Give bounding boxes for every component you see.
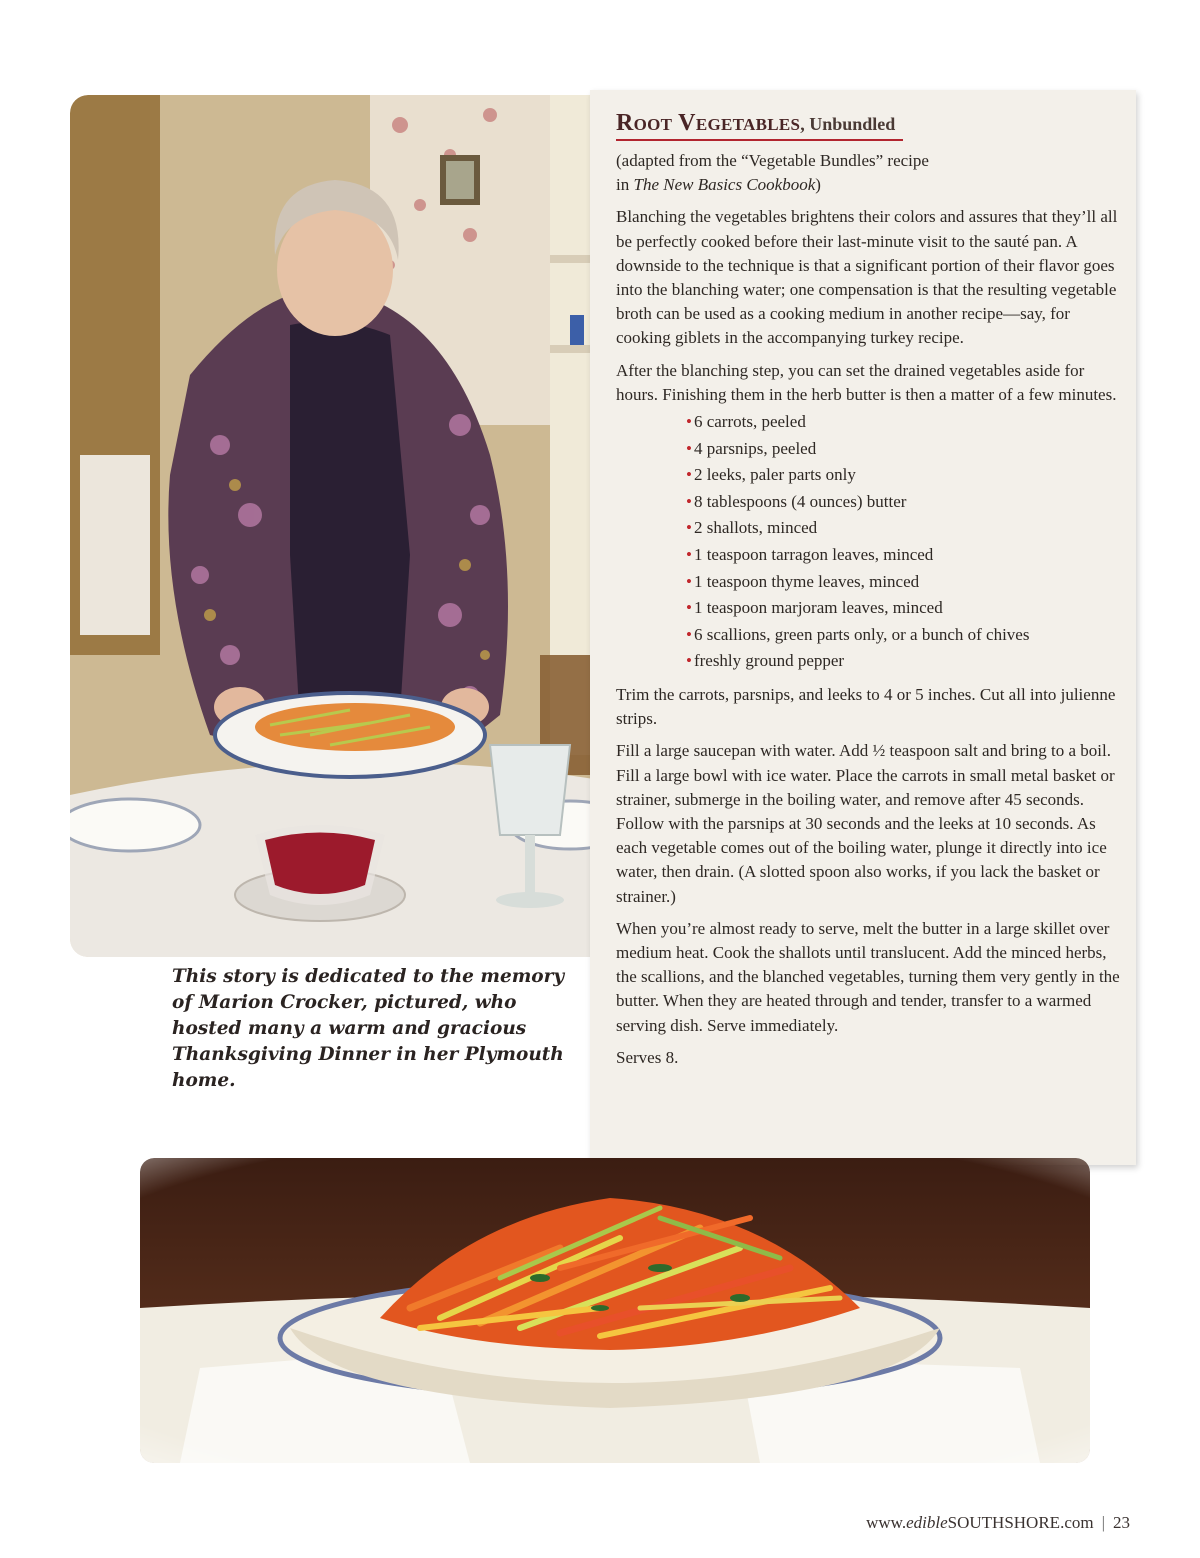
- recipe-step-trim: Trim the carrots, parsnips, and leeks to 4 or 5 inches. Cut all into julienne strips.: [616, 684, 1116, 729]
- recipe-step-blanch: Fill a large saucepan with water. Add ½ teaspoon salt and bring to a boil. Fill a large bowl with ice water. Place the carrots in small metal basket or strainer, submerge in the boiling water, and remove after 45 seconds. Follow with the parsnips at 30 seconds and the leeks at 10 seconds. As each vegetable comes out of the boiling water, plunge it directly into ice water, then drain. (A slotted spoon also works, if you lack the basket or strainer.): [616, 741, 1115, 906]
- recipe-blanching-note: After the blanching step, you can set the drained vegetables aside for hours. Finishing them in the herb butter is then a matter of a few minutes.: [616, 360, 1117, 404]
- footer-url-brand: SOUTHSHORE: [947, 1513, 1061, 1532]
- footer-separator: |: [1101, 1513, 1105, 1532]
- ingredient-item: [686, 622, 1122, 649]
- ingredient-item: [686, 409, 1122, 436]
- recipe-source-line-1: (adapted from the “Vegetable Bundles” recipe: [616, 151, 929, 170]
- recipe-step-finish: When you’re almost ready to serve, melt the butter in a large skillet over medium heat. Cook the shallots until translucent. Add the minced herbs, the scallions, and the blanched vegetables, turning them very gently in the butter. When they are heated through and tender, transfer to a warmed serving dish. Serve immediately.: [616, 918, 1120, 1035]
- page-number: 23: [1113, 1513, 1130, 1532]
- recipe-serves: Serves 8.: [616, 1047, 679, 1067]
- recipe-source-book: The New Basics Cookbook: [633, 175, 816, 195]
- bullet-icon: •: [686, 412, 692, 432]
- ingredient-text: 6 carrots, peeled: [693, 412, 806, 432]
- ingredient-list: [686, 409, 1122, 675]
- ingredient-text: 2 shallots, minced: [693, 518, 818, 538]
- ingredient-text: 1 teaspoon tarragon leaves, minced: [693, 545, 934, 564]
- recipe-title-main: Root Vegetables: [616, 110, 801, 136]
- ingredient-text: 4 parsnips, peeled: [693, 438, 817, 458]
- footer-url-prefix: www.: [866, 1513, 907, 1532]
- ingredient-text: freshly ground pepper: [693, 651, 845, 671]
- bullet-icon: •: [686, 571, 692, 591]
- footer-url-italic: edible: [906, 1513, 948, 1532]
- page-footer: [866, 1513, 1130, 1533]
- hostess-photo: [70, 95, 630, 957]
- recipe-source-close: ): [815, 175, 821, 195]
- vegetable-dish-photo: [140, 1158, 1090, 1463]
- photo-caption: This story is dedicated to the memory of Marion Crocker, pictured, who hosted many a warm and gracious Thanksgiving Dinner in her Plymouth home.: [172, 966, 565, 1091]
- vegetable-dish-illustration: [140, 1158, 1090, 1463]
- ingredient-item: [686, 489, 1122, 516]
- ingredient-item: [686, 515, 1122, 542]
- recipe-title: [616, 110, 903, 141]
- recipe-intro-paragraph: Blanching the vegetables brightens their colors and assures that they’ll all be perfectly cooked before their last-minute visit to the sauté pan. A downside to the technique is that a significant portion of their flavor goes into the blanching water; one compensation is that the resulting vegetable broth can be used as a cooking medium in another recipe—say, for cooking giblets in the accompanying turkey recipe.: [616, 207, 1118, 348]
- hostess-photo-illustration: [70, 95, 630, 957]
- ingredient-item: [686, 595, 1122, 622]
- bullet-icon: •: [686, 598, 692, 618]
- bullet-icon: •: [686, 491, 692, 511]
- recipe-source-line-2: [616, 173, 1122, 197]
- ingredient-text: 8 tablespoons (4 ounces) butter: [693, 491, 907, 511]
- ingredient-item: [686, 542, 1122, 569]
- ingredient-text: 2 leeks, paler parts only: [693, 465, 856, 485]
- ingredient-item: [686, 436, 1122, 463]
- bullet-icon: •: [686, 438, 692, 458]
- recipe-source-note: [616, 149, 1122, 197]
- ingredient-text: 1 teaspoon thyme leaves, minced: [693, 571, 920, 591]
- ingredient-item: [686, 569, 1122, 596]
- bullet-icon: •: [686, 651, 692, 671]
- bullet-icon: •: [686, 518, 692, 538]
- ingredient-text: 1 teaspoon marjoram leaves, minced: [693, 598, 943, 618]
- ingredient-item: [686, 648, 1122, 675]
- ingredient-item: [686, 462, 1122, 489]
- recipe-panel: [590, 90, 1136, 1165]
- recipe-title-subtitle: , Unbundled: [800, 114, 896, 134]
- recipe-source-in: in: [616, 175, 634, 195]
- bullet-icon: •: [686, 545, 692, 564]
- bullet-icon: •: [686, 624, 692, 644]
- footer-url[interactable]: [866, 1513, 1093, 1532]
- ingredient-text: 6 scallions, green parts only, or a bunch of chives: [693, 624, 1030, 644]
- bullet-icon: •: [686, 465, 692, 485]
- footer-url-suffix: .com: [1060, 1513, 1094, 1532]
